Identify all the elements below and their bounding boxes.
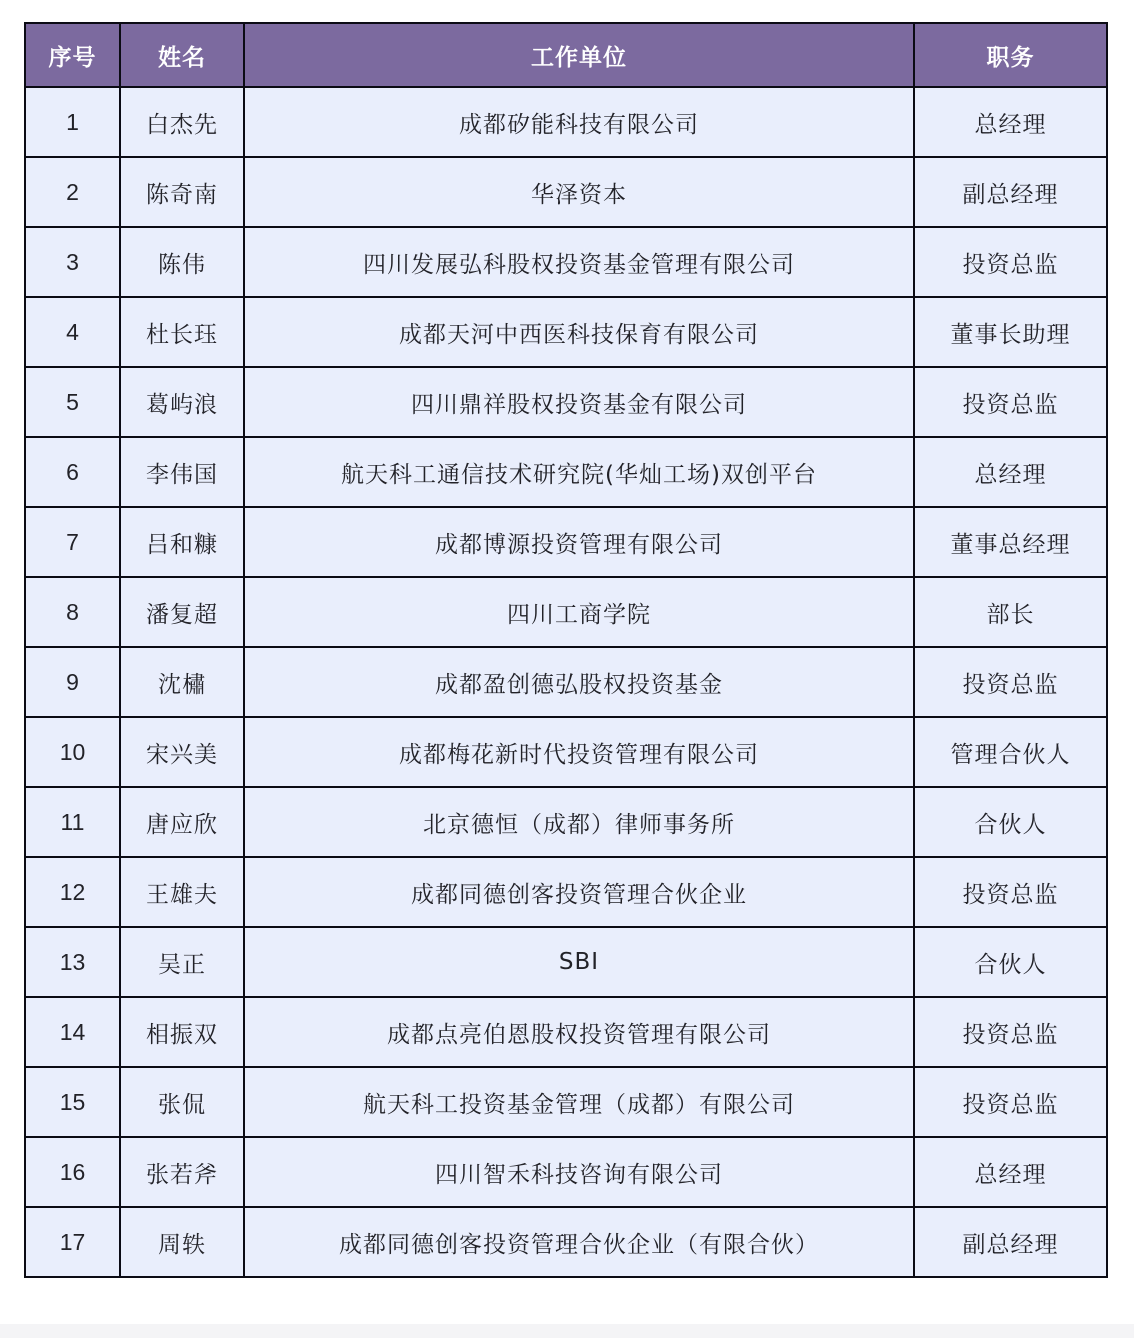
cell-name: 杜长珏 xyxy=(120,297,244,367)
table-row xyxy=(25,787,1107,857)
cell-position: 投资总监 xyxy=(914,227,1107,297)
cell-position: 管理合伙人 xyxy=(914,717,1107,787)
table-row xyxy=(25,87,1107,157)
table-row xyxy=(25,157,1107,227)
table-row xyxy=(25,367,1107,437)
cell-name: 陈伟 xyxy=(120,227,244,297)
cell-serial-number: 9 xyxy=(25,647,120,717)
table-row xyxy=(25,1067,1107,1137)
cell-position: 副总经理 xyxy=(914,1207,1107,1277)
table-row xyxy=(25,857,1107,927)
cell-position: 投资总监 xyxy=(914,367,1107,437)
cell-serial-number: 1 xyxy=(25,87,120,157)
header-row xyxy=(25,23,1107,87)
cell-organization: 成都同德创客投资管理合伙企业（有限合伙） xyxy=(244,1207,914,1277)
cell-name: 吕和糠 xyxy=(120,507,244,577)
cell-position: 合伙人 xyxy=(914,787,1107,857)
cell-serial-number: 5 xyxy=(25,367,120,437)
table-row xyxy=(25,927,1107,997)
cell-organization: 成都同德创客投资管理合伙企业 xyxy=(244,857,914,927)
cell-position: 总经理 xyxy=(914,437,1107,507)
bottom-divider-strip xyxy=(0,1324,1134,1338)
cell-name: 相振双 xyxy=(120,997,244,1067)
cell-name: 王雄夫 xyxy=(120,857,244,927)
cell-serial-number: 3 xyxy=(25,227,120,297)
cell-name: 周轶 xyxy=(120,1207,244,1277)
cell-serial-number: 2 xyxy=(25,157,120,227)
cell-serial-number: 17 xyxy=(25,1207,120,1277)
cell-serial-number: 7 xyxy=(25,507,120,577)
cell-name: 张侃 xyxy=(120,1067,244,1137)
roster-table xyxy=(24,22,1108,1278)
cell-name: 陈奇南 xyxy=(120,157,244,227)
cell-position: 董事总经理 xyxy=(914,507,1107,577)
cell-position: 合伙人 xyxy=(914,927,1107,997)
cell-name: 潘复超 xyxy=(120,577,244,647)
cell-organization: 四川鼎祥股权投资基金有限公司 xyxy=(244,367,914,437)
table-row xyxy=(25,507,1107,577)
cell-name: 张若斧 xyxy=(120,1137,244,1207)
cell-position: 投资总监 xyxy=(914,647,1107,717)
cell-serial-number: 10 xyxy=(25,717,120,787)
cell-position: 董事长助理 xyxy=(914,297,1107,367)
cell-organization: SBI xyxy=(244,927,914,997)
cell-serial-number: 13 xyxy=(25,927,120,997)
cell-serial-number: 12 xyxy=(25,857,120,927)
cell-position: 总经理 xyxy=(914,87,1107,157)
cell-organization: 四川工商学院 xyxy=(244,577,914,647)
table-row xyxy=(25,297,1107,367)
table-row xyxy=(25,227,1107,297)
cell-name: 沈橚 xyxy=(120,647,244,717)
cell-name: 唐应欣 xyxy=(120,787,244,857)
cell-organization: 华泽资本 xyxy=(244,157,914,227)
table-row xyxy=(25,997,1107,1067)
header-organization: 工作单位 xyxy=(244,23,914,87)
cell-organization: 北京德恒（成都）律师事务所 xyxy=(244,787,914,857)
cell-organization: 成都天河中西医科技保育有限公司 xyxy=(244,297,914,367)
cell-organization: 成都博源投资管理有限公司 xyxy=(244,507,914,577)
header-name: 姓名 xyxy=(120,23,244,87)
cell-position: 投资总监 xyxy=(914,1067,1107,1137)
cell-organization: 成都矽能科技有限公司 xyxy=(244,87,914,157)
table-header xyxy=(25,23,1107,87)
table-body xyxy=(25,87,1107,1277)
cell-organization: 成都梅花新时代投资管理有限公司 xyxy=(244,717,914,787)
table-row xyxy=(25,647,1107,717)
cell-serial-number: 16 xyxy=(25,1137,120,1207)
header-serial-number: 序号 xyxy=(25,23,120,87)
cell-position: 部长 xyxy=(914,577,1107,647)
cell-position: 投资总监 xyxy=(914,857,1107,927)
cell-position: 总经理 xyxy=(914,1137,1107,1207)
cell-organization: 航天科工通信技术研究院(华灿工场)双创平台 xyxy=(244,437,914,507)
cell-serial-number: 8 xyxy=(25,577,120,647)
cell-name: 李伟国 xyxy=(120,437,244,507)
cell-organization: 航天科工投资基金管理（成都）有限公司 xyxy=(244,1067,914,1137)
table-row xyxy=(25,1207,1107,1277)
table-row xyxy=(25,577,1107,647)
table-row xyxy=(25,1137,1107,1207)
cell-position: 副总经理 xyxy=(914,157,1107,227)
cell-serial-number: 11 xyxy=(25,787,120,857)
cell-serial-number: 6 xyxy=(25,437,120,507)
cell-organization: 成都盈创德弘股权投资基金 xyxy=(244,647,914,717)
cell-serial-number: 15 xyxy=(25,1067,120,1137)
cell-name: 吴正 xyxy=(120,927,244,997)
cell-name: 白杰先 xyxy=(120,87,244,157)
cell-position: 投资总监 xyxy=(914,997,1107,1067)
cell-serial-number: 14 xyxy=(25,997,120,1067)
cell-organization: 四川智禾科技咨询有限公司 xyxy=(244,1137,914,1207)
table-row xyxy=(25,437,1107,507)
cell-name: 葛屿浪 xyxy=(120,367,244,437)
cell-serial-number: 4 xyxy=(25,297,120,367)
cell-organization: 成都点亮伯恩股权投资管理有限公司 xyxy=(244,997,914,1067)
cell-name: 宋兴美 xyxy=(120,717,244,787)
table-row xyxy=(25,717,1107,787)
cell-organization: 四川发展弘科股权投资基金管理有限公司 xyxy=(244,227,914,297)
header-position: 职务 xyxy=(914,23,1107,87)
